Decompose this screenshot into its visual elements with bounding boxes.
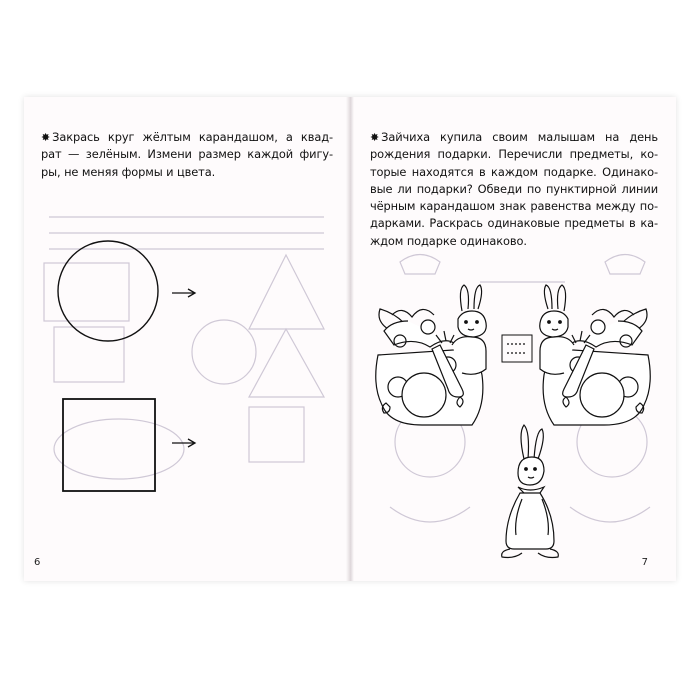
task-line: вые ли подарки? Обведи по пунктирной линии [370,181,658,196]
page-number-right: 7 [641,557,648,568]
task-line: ✸ Закрась круг жёлтым карандашом, а квад- [41,130,333,144]
task-line: чёрным карандашом знак равенства между по- [370,199,658,214]
page-number-left: 6 [34,557,41,568]
task-line: ры, не меняя формы и цвета. [41,164,216,179]
task-line: ждом подарке одинаково. [370,233,527,248]
task-line: рат — зелёным. Измени размер каждой фигу- [41,147,333,162]
task-line: торые находятся в каждом подарке. Одинако- [370,164,658,179]
asterisk-bullet-icon: ✸ [370,131,380,144]
left-page [24,97,350,581]
task-line: рождения подарки. Перечисли предметы, ко- [370,147,658,162]
mother-rabbit-illustration [350,97,676,581]
task-line: ✸ Зайчиха купила своим малышам на день [370,130,658,144]
right-arrow-icon [24,97,350,581]
workbook-spread [24,97,676,581]
asterisk-bullet-icon: ✸ [41,131,51,144]
task-line: дарками. Раскрась одинаковые предметы в ка- [370,216,658,231]
right-page [350,97,676,581]
